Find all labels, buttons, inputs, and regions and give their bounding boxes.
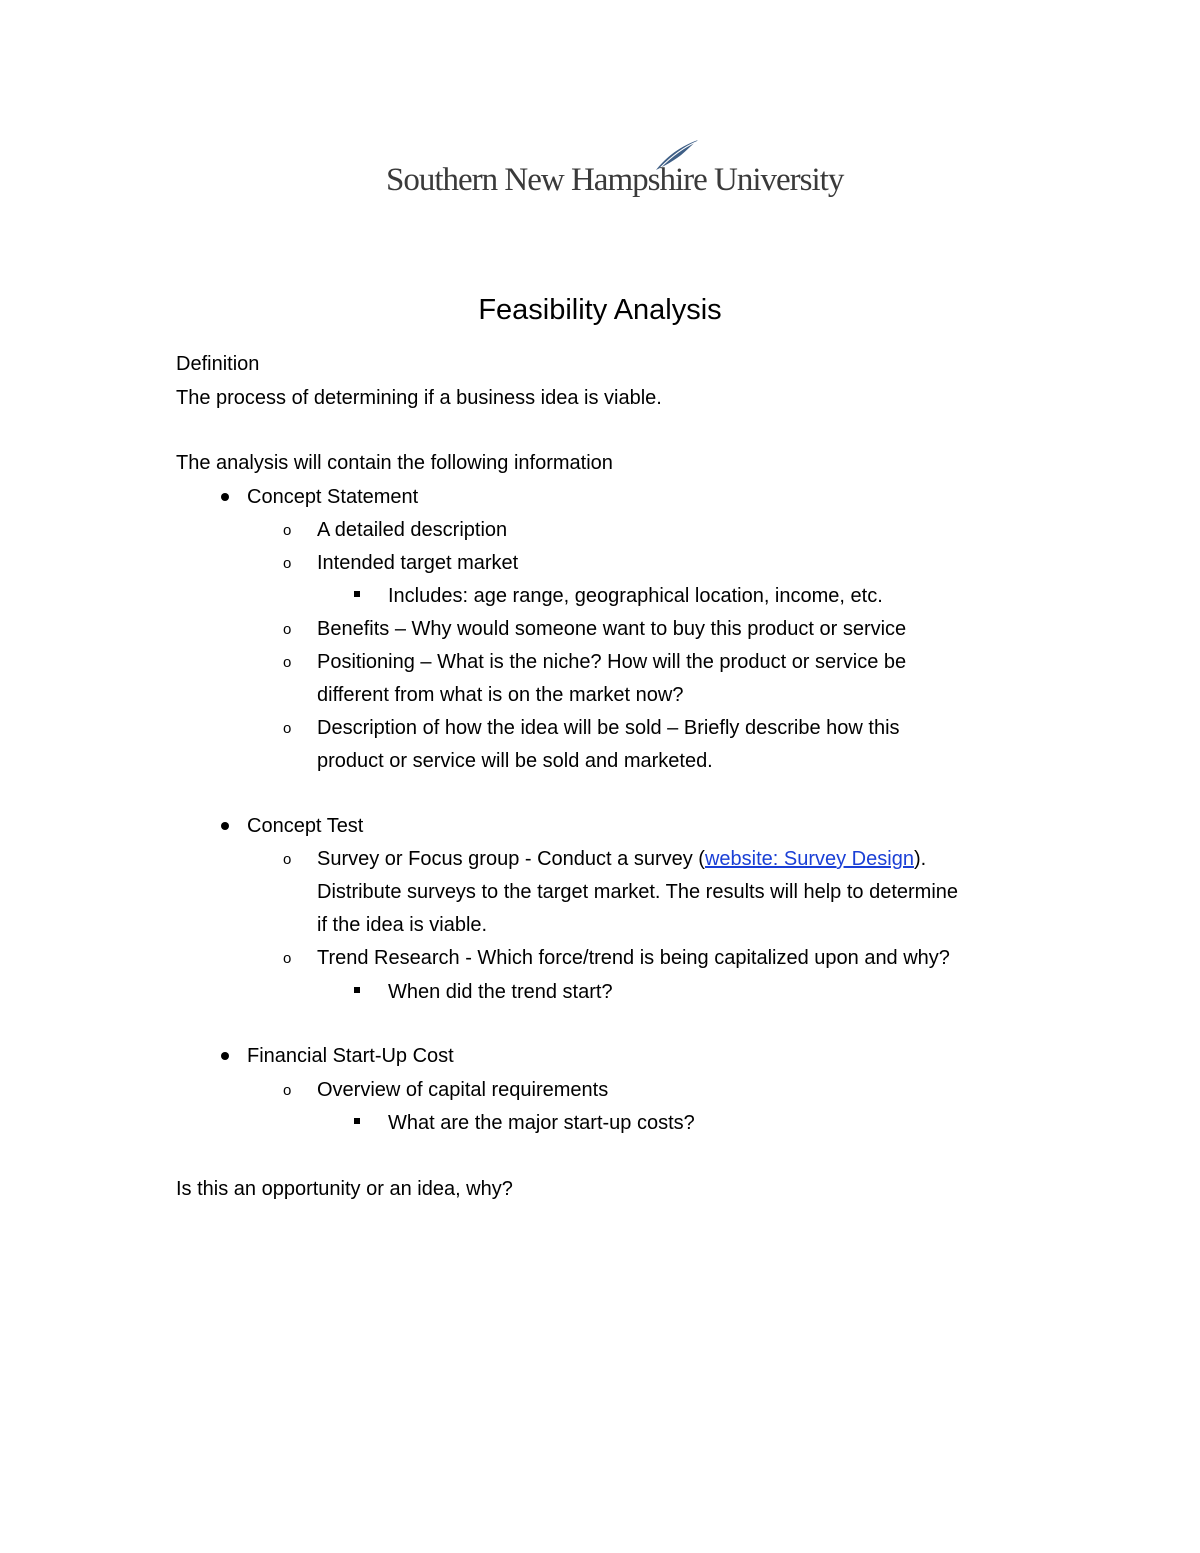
list-item-continued: product or service will be sold and marketed. xyxy=(317,750,713,772)
financial-label: Financial Start-Up Cost xyxy=(247,1045,454,1067)
circle-bullet-icon: o xyxy=(283,851,292,868)
list-item xyxy=(317,846,926,872)
list-item: Description of how the idea will be sold – Briefly describe how this xyxy=(317,717,900,739)
circle-bullet-icon: o xyxy=(283,950,292,967)
bullet-dot-icon xyxy=(221,822,229,830)
square-bullet-icon xyxy=(354,987,360,993)
list-item-continued: different from what is on the market now? xyxy=(317,684,684,706)
closing-question: Is this an opportunity or an idea, why? xyxy=(176,1178,513,1200)
list-item: Positioning – What is the niche? How will the product or service be xyxy=(317,651,907,673)
concept-statement-label: Concept Statement xyxy=(247,486,419,508)
circle-bullet-icon: o xyxy=(283,720,292,737)
circle-bullet-icon: o xyxy=(283,1082,292,1099)
definition-heading: Definition xyxy=(176,353,260,375)
circle-bullet-icon: o xyxy=(283,555,292,572)
bullet-dot-icon xyxy=(221,1052,229,1060)
circle-bullet-icon: o xyxy=(283,522,292,539)
logo-wordmark: Southern New Hampshire University xyxy=(386,162,844,198)
list-item-continued: Distribute surveys to the target market. The results will help to determine xyxy=(317,881,959,903)
list-item: Intended target market xyxy=(317,552,519,574)
square-bullet-icon xyxy=(354,591,360,597)
circle-bullet-icon: o xyxy=(283,621,292,638)
list-item: Includes: age range, geographical location, income, etc. xyxy=(388,585,883,607)
definition-text: The process of determining if a business idea is viable. xyxy=(176,387,662,409)
survey-item-prefix: Survey or Focus group - Conduct a survey ( xyxy=(317,848,705,870)
list-item: A detailed description xyxy=(317,519,508,541)
page-title: Feasibility Analysis xyxy=(478,294,722,326)
concept-test-label: Concept Test xyxy=(247,815,364,837)
intro-text: The analysis will contain the following information xyxy=(176,452,613,474)
list-item-continued: if the idea is viable. xyxy=(317,914,488,936)
square-bullet-icon xyxy=(354,1118,360,1124)
circle-bullet-icon: o xyxy=(283,654,292,671)
list-item: Benefits – Why would someone want to buy this product or service xyxy=(317,618,907,640)
list-item: Overview of capital requirements xyxy=(317,1079,609,1101)
list-item: What are the major start-up costs? xyxy=(388,1112,695,1134)
university-logo xyxy=(386,138,844,210)
list-item: Trend Research - Which force/trend is being capitalized upon and why? xyxy=(317,947,950,969)
list-item: When did the trend start? xyxy=(388,981,613,1003)
bullet-dot-icon xyxy=(221,493,229,501)
survey-design-link[interactable]: website: Survey Design xyxy=(704,848,914,870)
survey-item-suffix: ). xyxy=(913,848,927,870)
